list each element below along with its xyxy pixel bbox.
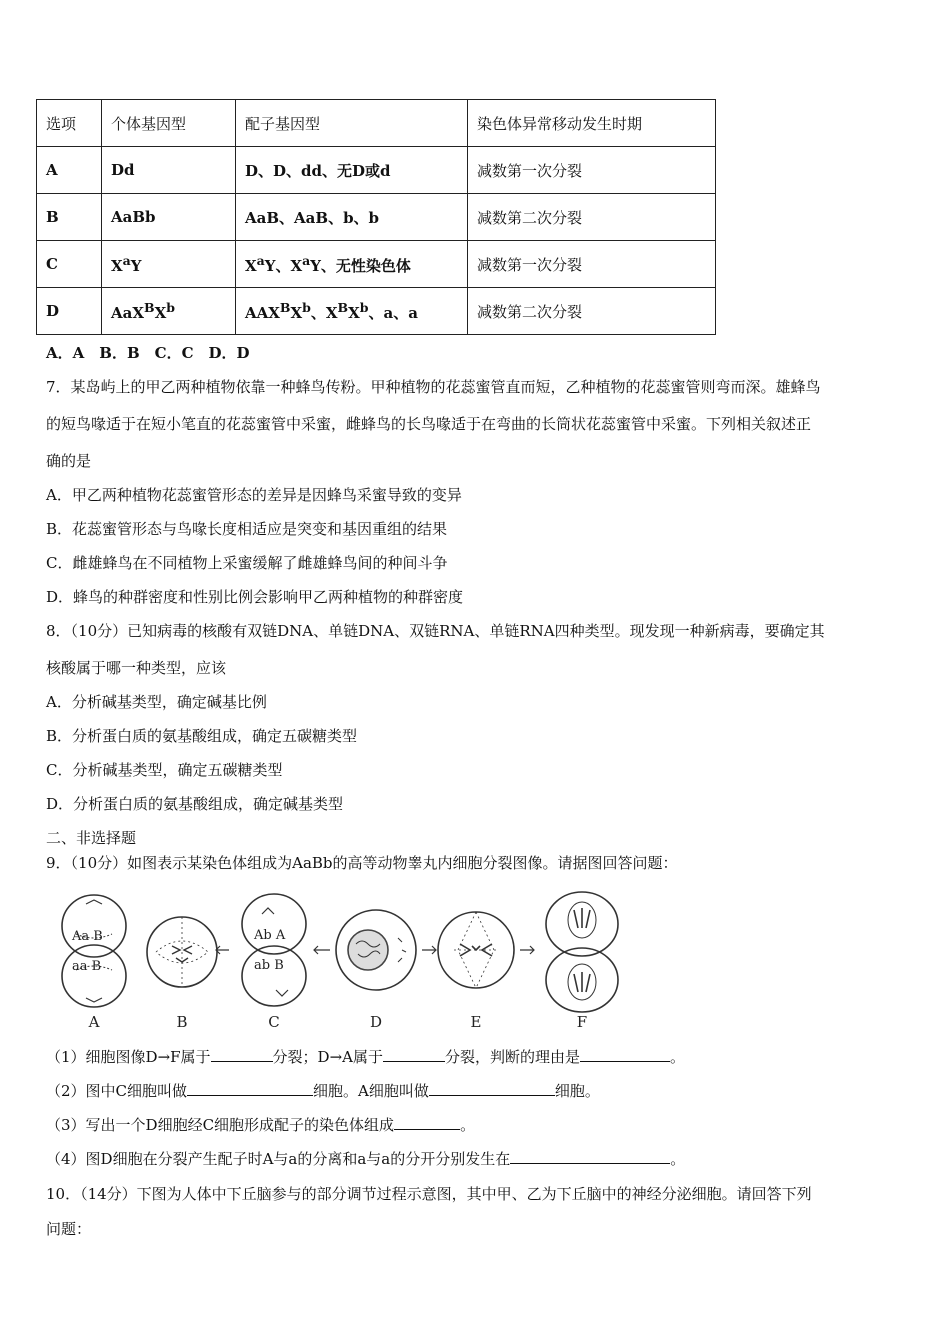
cell-division-svg [46,884,626,1034]
cell-period: 减数第二次分裂 [468,194,716,241]
q7-stem-line: 7．某岛屿上的甲乙两种植物依靠一种蜂鸟传粉。甲种植物的花蕊蜜管直而短，乙种植物的花蕊蜜管则弯而深。雄蜂鸟 [46,378,821,396]
answer-blank[interactable] [383,1047,445,1062]
q7-option-d: D．蜂鸟的种群密度和性别比例会影响甲乙两种植物的种群密度 [46,588,464,606]
q7-option-b: B．花蕊蜜管形态与鸟喙长度相适应是突变和基因重组的结果 [46,520,448,538]
q9-sub1-text: 分裂；D→A属于 [272,1048,383,1066]
svg-text:Aa B: Aa B [72,929,103,944]
q7-option-c: C．雌雄蜂鸟在不同植物上采蜜缓解了雌雄蜂鸟间的种间斗争 [46,554,448,572]
cell-gametes: D、D、dd、无D或d [236,147,468,194]
figure-label-a: A [88,1013,100,1031]
cell-gametes: $AAX^BX^b$、$X^BX^b$、a、a [236,288,468,335]
table-row [37,194,716,241]
table-row [37,241,716,288]
q9-sub4-text: 。 [670,1150,686,1168]
q6-choices: A．A B．B C．C D．D [46,344,250,362]
cell-e [438,912,514,988]
figure-label-f: F [576,1013,588,1031]
q9-sub3-text: （3）写出一个D细胞经C细胞形成配子的染色体组成 [46,1116,395,1134]
genotype-table [36,99,716,335]
svg-text:Ab A: Ab A [254,928,286,943]
cell-division-figure [46,884,626,1034]
header-cell: 染色体异常移动发生时期 [468,100,716,147]
answer-blank[interactable] [394,1115,460,1130]
table-row [37,147,716,194]
cell-genotype: $AaX^BX^b$ [102,288,236,335]
figure-label-e: E [470,1013,482,1031]
cell-option: B [37,194,102,241]
svg-text:ab B: ab B [254,958,284,973]
cell-period: 减数第二次分裂 [468,288,716,335]
cell-period: 减数第一次分裂 [468,147,716,194]
cell-d [336,910,416,990]
answer-blank[interactable] [510,1149,670,1164]
q8-option-c: C．分析碱基类型，确定五碳糖类型 [46,761,283,779]
cell-b [147,917,217,987]
q9-sub4 [46,1148,685,1169]
cell-gametes: AaB、AaB、b、b [236,194,468,241]
answer-blank[interactable] [211,1047,273,1062]
q9-sub2 [46,1080,600,1101]
cell-genotype: AaBb [102,194,236,241]
q8-option-a: A．分析碱基类型，确定碱基比例 [46,693,267,711]
q9-sub3 [46,1114,475,1135]
q9-sub1-text: 分裂，判断的理由是 [444,1048,580,1066]
q8-option-b: B．分析蛋白质的氨基酸组成，确定五碳糖类型 [46,727,358,745]
q7-stem-line: 的短鸟喙适于在短小笔直的花蕊蜜管中采蜜，雌蜂鸟的长鸟喙适于在弯曲的长筒状花蕊蜜管中采蜜。下列相关叙述正 [46,415,812,433]
q9-sub1-text: 。 [670,1048,686,1066]
q9-stem: 9．（10分）如图表示某染色体组成为AaBb的高等动物睾丸内细胞分裂图像。请据图回答问题： [46,854,678,872]
cell-genotype: $X^aY$ [102,241,236,288]
svg-text:aa B: aa B [72,959,102,974]
cell-f [546,892,618,1012]
answer-blank[interactable] [429,1081,555,1096]
table-row [37,288,716,335]
q8-option-d: D．分析蛋白质的氨基酸组成，确定碱基类型 [46,795,344,813]
header-cell: 配子基因型 [236,100,468,147]
cell-option: C [37,241,102,288]
q7-stem-line: 确的是 [46,452,92,470]
q10-stem-line: 10．（14分）下图为人体中下丘脑参与的部分调节过程示意图，其中甲、乙为下丘脑中的神经分泌细胞。请回答下列 [46,1185,812,1203]
cell-period: 减数第一次分裂 [468,241,716,288]
q9-sub2-text: （2）图中C细胞叫做 [46,1082,188,1100]
answer-blank[interactable] [187,1081,313,1096]
answer-blank[interactable] [580,1047,670,1062]
header-cell: 个体基因型 [102,100,236,147]
cell-option: D [37,288,102,335]
q9-sub2-text: 细胞。 [554,1082,600,1100]
table-header-row [37,100,716,147]
section-heading: 二、非选择题 [46,829,137,847]
figure-label-c: C [268,1013,280,1031]
q7-option-a: A．甲乙两种植物花蕊蜜管形态的差异是因蜂鸟采蜜导致的变异 [46,486,462,504]
cell-a [62,895,126,1007]
q9-sub3-text: 。 [460,1116,476,1134]
q9-sub2-text: 细胞。A细胞叫做 [313,1082,429,1100]
q9-sub1-text: （1）细胞图像D→F属于 [46,1048,211,1066]
figure-label-d: D [369,1013,383,1031]
q9-sub1 [46,1046,685,1067]
q10-stem-line: 问题： [46,1220,92,1238]
figure-label-b: B [176,1013,188,1031]
cell-gametes: $X^aY$、$X^aY$、无性染色体 [236,241,468,288]
cell-option: A [37,147,102,194]
q9-sub4-text: （4）图D细胞在分裂产生配子时A与a的分离和a与a的分开分别发生在 [46,1150,511,1168]
q8-stem-line: 核酸属于哪一种类型，应该 [46,659,227,677]
cell-c [242,894,306,1006]
q8-stem-line: 8．（10分）已知病毒的核酸有双链DNA、单链DNA、双链RNA、单链RNA四种类型。现发现一种新病毒，要确定其 [46,622,825,640]
header-cell: 选项 [37,100,102,147]
cell-genotype: Dd [102,147,236,194]
